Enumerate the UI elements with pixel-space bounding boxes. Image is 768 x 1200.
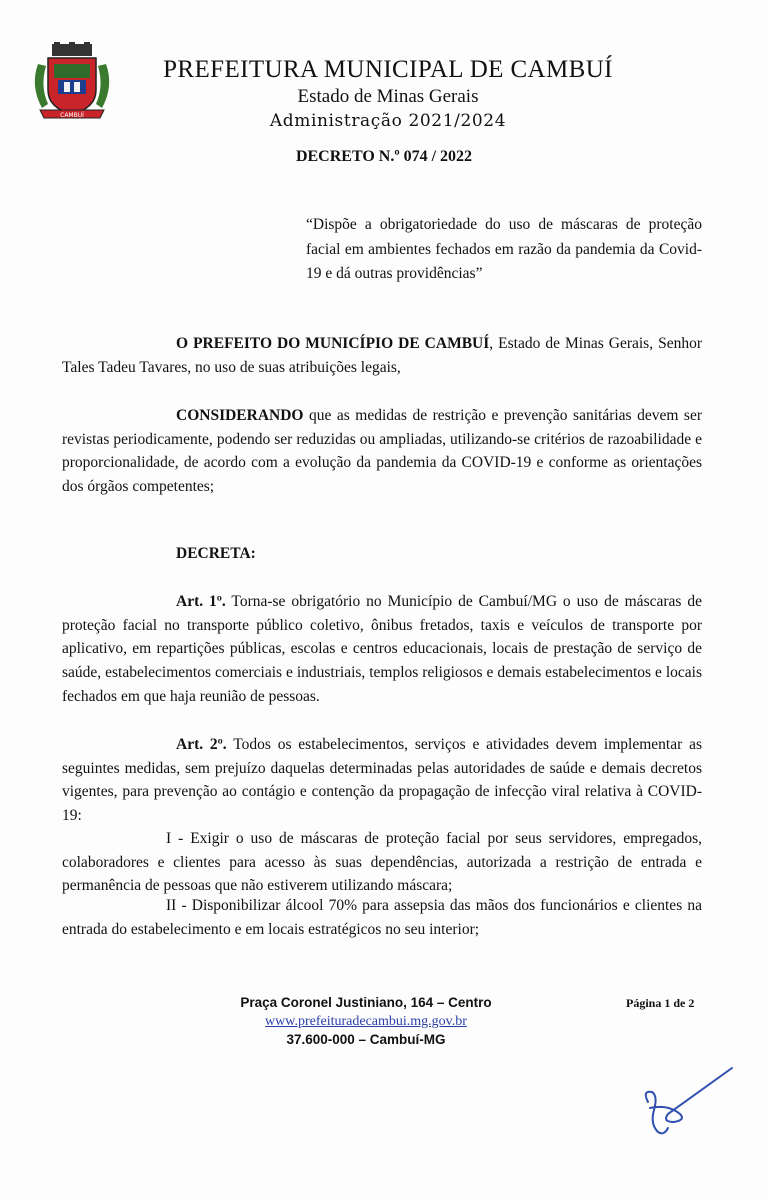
inciso-1	[62, 827, 702, 898]
article-1-text: Torna-se obrigatório no Município de Cambuí/MG o uso de máscaras de proteção facial no transporte público coletivo, ônibus fretados, taxis e veículos de transporte por aplicativo, em repartições públicas, escolas e centros educacionais, locais de prestação de serviço de saúde, estabelecimentos comerciais e industriais, templos religiosos e demais estabelecimentos e locais fechados em que haja reunião de pessoas.	[62, 593, 702, 705]
article-2-text: Todos os estabelecimentos, serviços e atividades devem implementar as seguintes medidas, sem prejuízo daquelas determinadas pelas autoridades de saúde e demais decretos vigentes, para prevenção ao contágio e contenção da propagação de infecção viral relativa à COVID-19:	[62, 736, 702, 825]
considerando-text: que as medidas de restrição e prevenção sanitárias devem ser revistas periodicamente, podendo ser reduzidas ou ampliadas, utilizando-se critérios de razoabilidade e proporcionalidade, de acordo com a evolução da pandemia da COVID-19 e conforme as orientações dos órgãos competentes;	[62, 407, 702, 496]
preamble-text: , Estado de Minas Gerais, Senhor Tales Tadeu Tavares, no uso de suas atribuições legais,	[62, 335, 703, 376]
inciso-2	[62, 894, 702, 941]
decreta-heading	[62, 542, 702, 566]
article-1	[62, 590, 702, 709]
decree-summary: “Dispõe a obrigatoriedade do uso de máscaras de proteção facial em ambientes fechados em razão da pandemia da Covid-19 e dá outras providências”	[306, 216, 702, 282]
municipality-title: PREFEITURA MUNICIPAL DE CAMBUÍ	[163, 56, 613, 83]
footer-address: Praça Coronel Justiniano, 164 – Centro	[240, 995, 492, 1010]
svg-text:CAMBUÍ: CAMBUÍ	[60, 112, 84, 119]
footer	[196, 994, 536, 1049]
preamble-authority: O PREFEITO DO MUNICÍPIO DE CAMBUÍ	[176, 335, 490, 352]
preamble-paragraph	[62, 332, 702, 379]
decreta-label: DECRETA:	[176, 545, 256, 562]
considerando-paragraph	[62, 404, 702, 499]
footer-cep: 37.600-000 – Cambuí-MG	[286, 1032, 446, 1047]
website-link[interactable]: www.prefeituradecambui.mg.gov.br	[265, 1014, 467, 1029]
article-2	[62, 733, 702, 828]
decree-number: DECRETO N.º 074 / 2022	[295, 148, 473, 165]
page-number: Página 1 de 2	[626, 996, 695, 1010]
administration-term: Administração 2021/2024	[269, 111, 507, 131]
article-2-label: Art. 2º.	[176, 736, 227, 753]
signature-rubric	[628, 1062, 738, 1138]
inciso-2-text: II - Disponibilizar álcool 70% para assepsia das mãos dos funcionários e clientes na entrada do estabelecimento e em locais estratégicos no seu interior;	[62, 897, 702, 938]
inciso-1-text: I - Exigir o uso de máscaras de proteção facial por seus servidores, empregados, colaboradores e clientes para acesso às suas dependências, autorizada a restrição de entrada e permanência de pessoas que não estiverem utilizando máscara;	[62, 830, 702, 895]
state-name: Estado de Minas Gerais	[297, 86, 479, 107]
considerando-label: CONSIDERANDO	[176, 407, 304, 424]
article-1-label: Art. 1º.	[176, 593, 226, 610]
